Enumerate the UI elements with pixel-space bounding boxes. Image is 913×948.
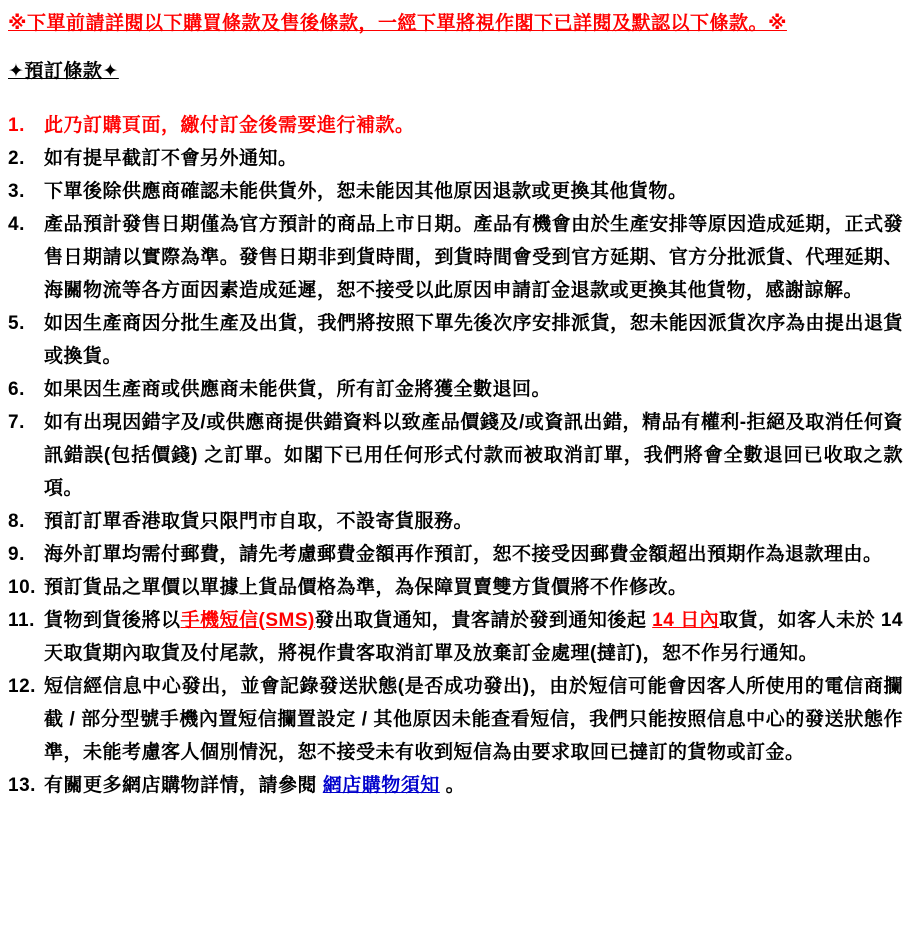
pickup-deadline-highlight: 14 日內	[652, 610, 720, 632]
term-number: 11.	[8, 610, 35, 632]
term-item-1	[8, 109, 903, 142]
term-item-6	[8, 373, 903, 406]
term-text: 貨物到貨後將以手機短信(SMS)發出取貨通知，貴客請於發到通知後起 14 日內取貨，如客人未於 14 天取貨期內取貨及付尾款，將視作貴客取消訂單及放棄訂金處理(撻訂)，恕不作另行通知。	[44, 610, 903, 665]
term-text: 如有提早截訂不會另外通知。	[44, 148, 298, 170]
term-number: 6.	[8, 379, 25, 401]
term-item-3	[8, 175, 903, 208]
term-item-2	[8, 142, 903, 175]
terms-list	[8, 109, 903, 802]
term-number: 12.	[8, 676, 36, 698]
term-text: 下單後除供應商確認未能供貨外，恕未能因其他原因退款或更換其他貨物。	[44, 181, 688, 203]
term-item-5	[8, 307, 903, 373]
shop-guide-link[interactable]: 網店購物須知	[322, 775, 440, 797]
term-number: 4.	[8, 214, 25, 236]
term-item-9	[8, 538, 903, 571]
term-number: 9.	[8, 544, 25, 566]
term-text: 預訂訂單香港取貨只限門市自取，不設寄貨服務。	[44, 511, 474, 533]
term-text: 此乃訂購頁面，繳付訂金後需要進行補款。	[44, 115, 415, 137]
term-number: 3.	[8, 181, 25, 203]
section-title-preorder-terms: ✦預訂條款✦	[8, 60, 119, 82]
term-item-7	[8, 406, 903, 505]
term-number: 7.	[8, 412, 25, 434]
term-item-10	[8, 571, 903, 604]
term-number: 2.	[8, 148, 25, 170]
sms-highlight: 手機短信(SMS)	[180, 610, 315, 632]
term-number: 8.	[8, 511, 25, 533]
term-text: 如因生產商因分批生產及出貨，我們將按照下單先後次序安排派貨，恕未能因派貨次序為由提出退貨或換貨。	[44, 313, 903, 368]
term-number: 1.	[8, 115, 25, 137]
term-number: 5.	[8, 313, 25, 335]
term-number: 13.	[8, 775, 36, 797]
term-text: 有關更多網店購物詳情，請參閱 網店購物須知 。	[44, 775, 466, 797]
term-number: 10.	[8, 577, 36, 599]
term-text: 如有出現因錯字及/或供應商提供錯資料以致產品價錢及/或資訊出錯，精品有權利-拒絕及取消任何資訊錯誤(包括價錢) 之訂單。如閣下已用任何形式付款而被取消訂單，我們將會全數退回已收取之款項。	[44, 412, 903, 500]
term-text: 短信經信息中心發出，並會記錄發送狀態(是否成功發出)，由於短信可能會因客人所使用的電信商攔截 / 部分型號手機內置短信攔置設定 / 其他原因未能查看短信，我們只能按照信息中心的發送狀態作準，未能考慮客人個別情況，恕不接受未有收到短信為由要求取回已撻訂的貨物或訂金。	[44, 676, 903, 764]
term-item-13	[8, 769, 903, 802]
term-item-11	[8, 604, 903, 670]
term-item-4	[8, 208, 903, 307]
term-text: 產品預計發售日期僅為官方預計的商品上市日期。產品有機會由於生產安排等原因造成延期，正式發售日期請以實際為準。發售日期非到貨時間，到貨時間會受到官方延期、官方分批派貨、代理延期、海關物流等各方面因素造成延遲，恕不接受以此原因申請訂金退款或更換其他貨物，感謝諒解。	[44, 214, 903, 302]
term-text: 如果因生產商或供應商未能供貨，所有訂金將獲全數退回。	[44, 379, 552, 401]
term-text: 預訂貨品之單價以單據上貨品價格為準，為保障買賣雙方貨價將不作修改。	[44, 577, 688, 599]
purchase-notice-header: ※下單前請詳閱以下購買條款及售後條款，一經下單將視作閣下已詳閱及默認以下條款。※	[8, 13, 787, 34]
term-text: 海外訂單均需付郵費，請先考慮郵費金額再作預訂，恕不接受因郵費金額超出預期作為退款理由。	[44, 544, 883, 566]
term-item-8	[8, 505, 903, 538]
term-item-12	[8, 670, 903, 769]
